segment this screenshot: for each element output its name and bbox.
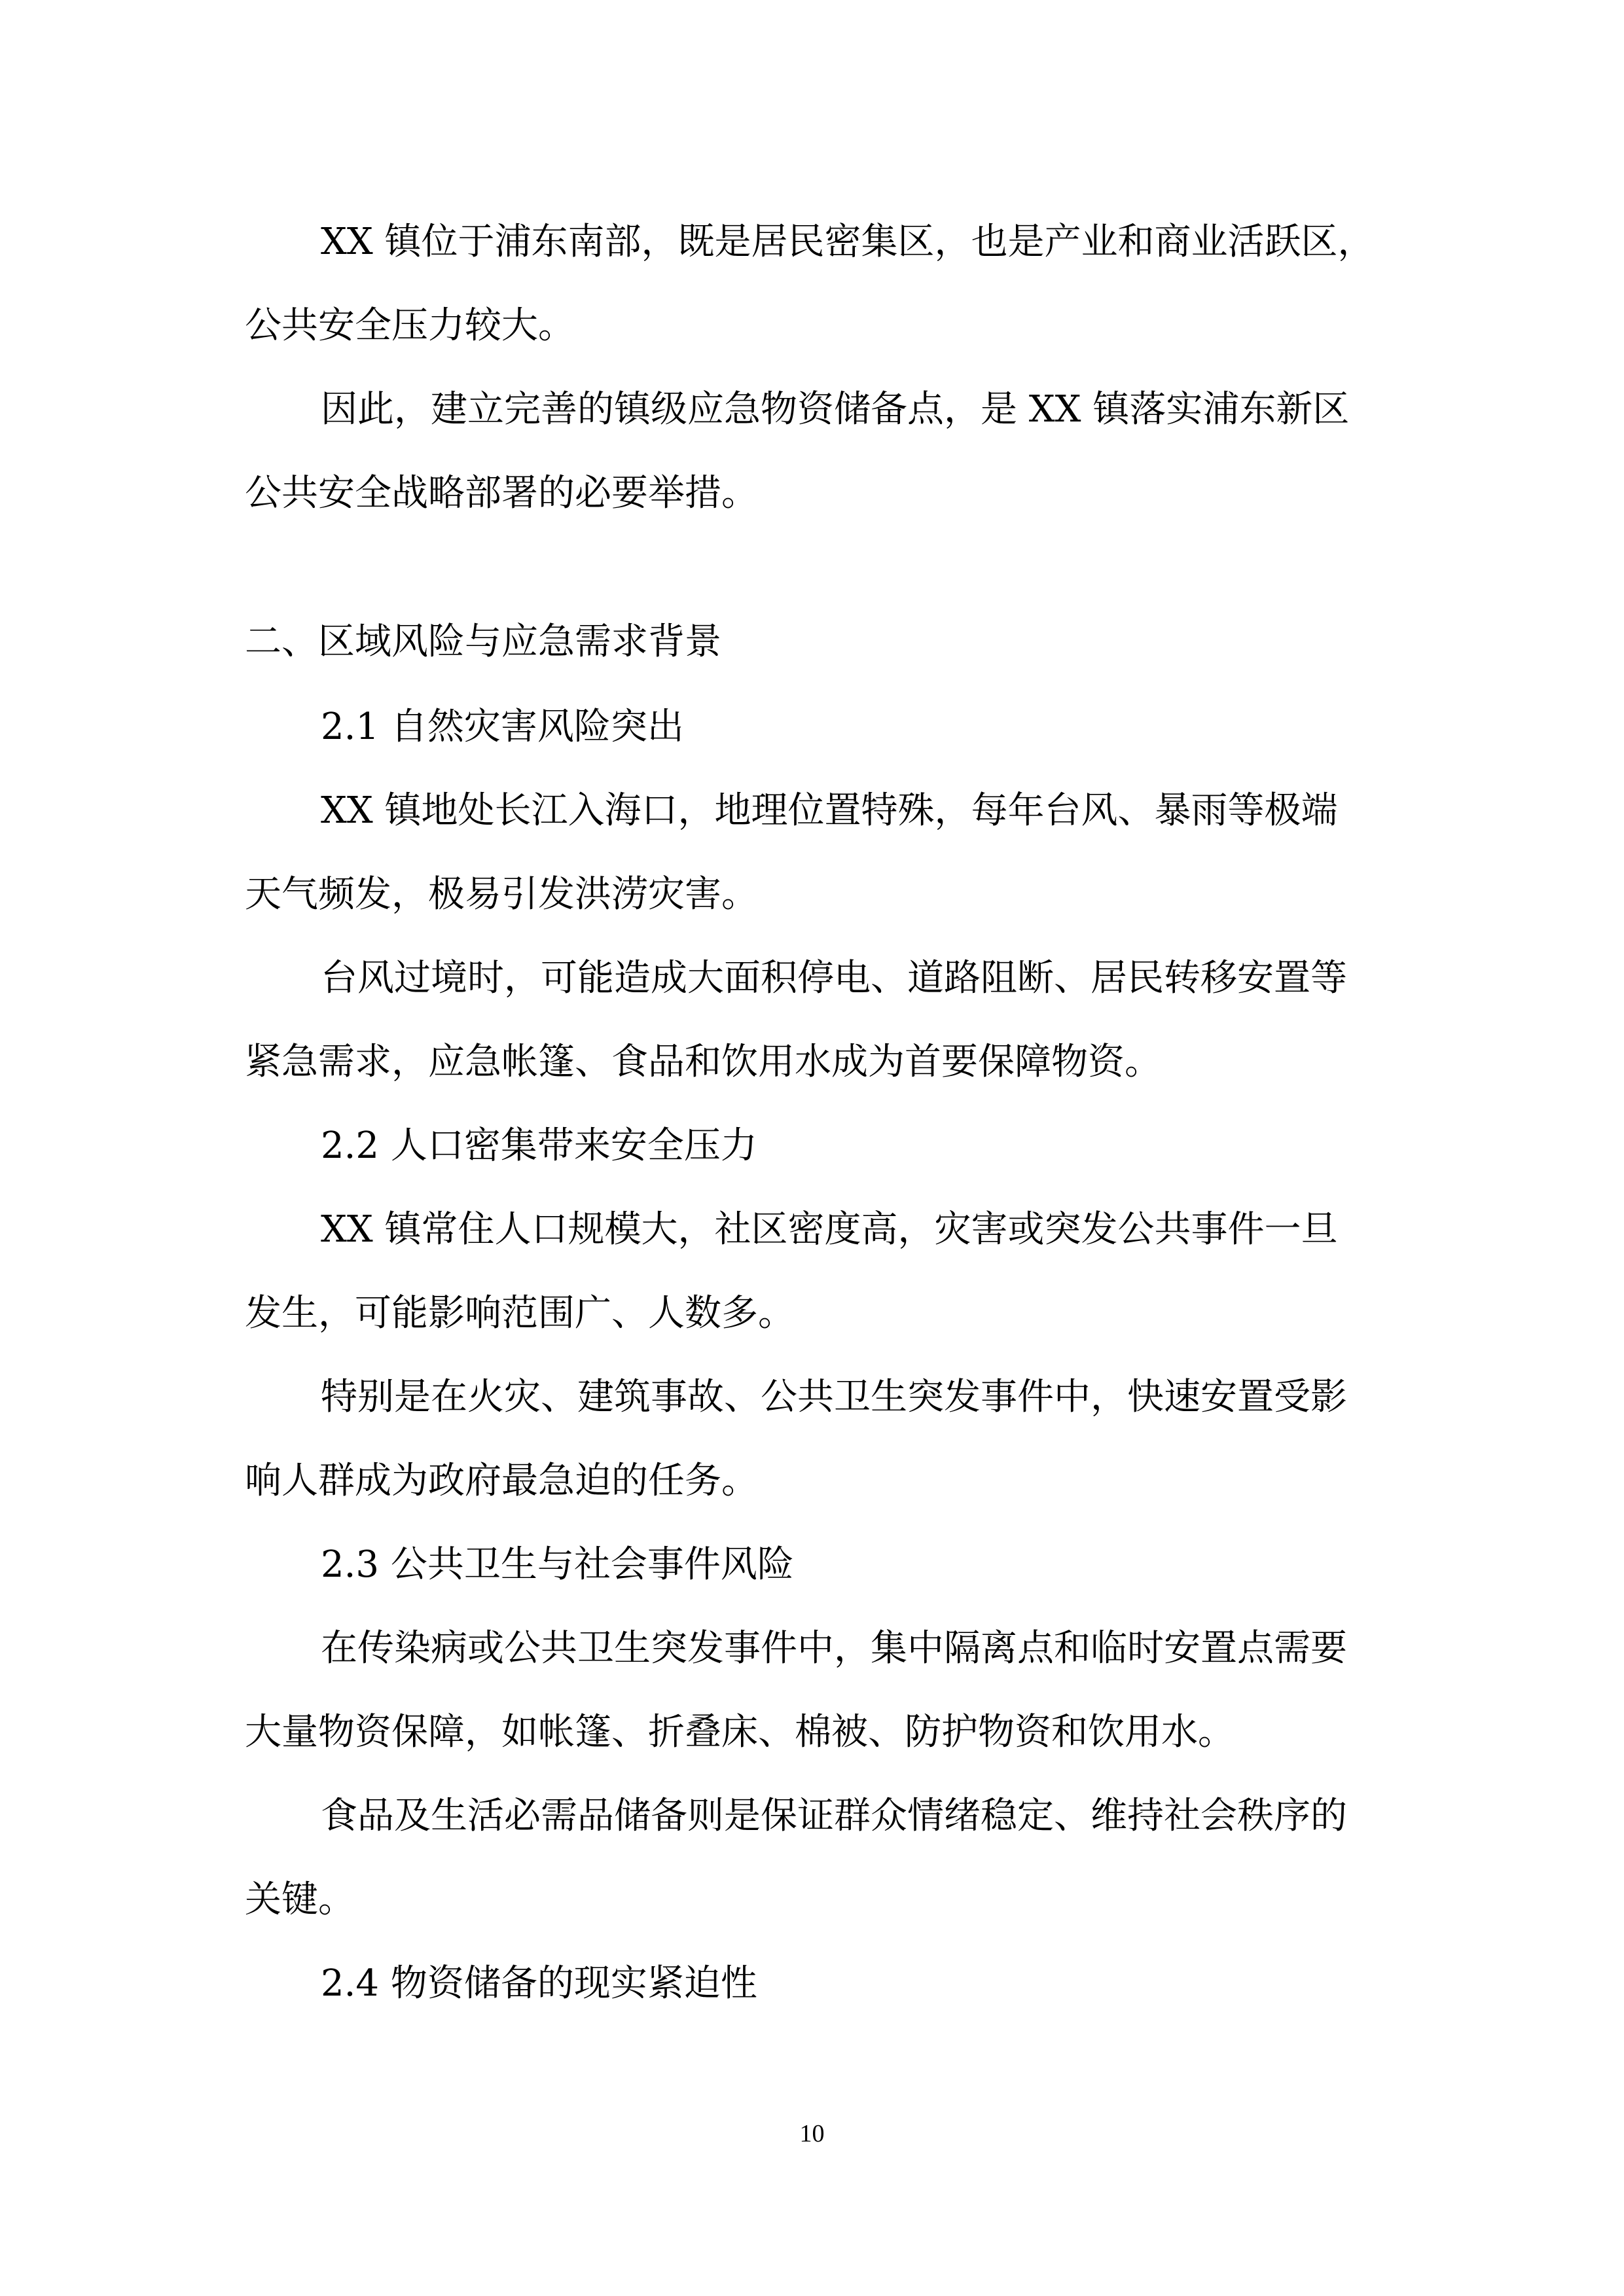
paragraph-8-line-2: 关键。 (245, 1878, 355, 1921)
paragraph-2-line-1: 因此，建立完善的镇级应急物资储备点，是 XX 镇落实浦东新区 (321, 388, 1350, 431)
paragraph-6-line-2: 响人群成为政府最急迫的任务。 (245, 1460, 758, 1502)
paragraph-1-line-2: 公共安全压力较大。 (245, 304, 575, 347)
section-heading-2: 二、区域风险与应急需求背景 (245, 620, 721, 663)
paragraph-4-line-2: 紧急需求，应急帐篷、食品和饮用水成为首要保障物资。 (245, 1041, 1161, 1083)
paragraph-6-line-1: 特别是在火灾、建筑事故、公共卫生突发事件中，快速安置受影 (321, 1376, 1347, 1418)
subsection-heading-2-4: 2.4 物资储备的现实紧迫性 (321, 1962, 757, 2005)
subsection-heading-2-1: 2.1 自然灾害风险突出 (321, 706, 684, 748)
paragraph-3-line-2: 天气频发，极易引发洪涝灾害。 (245, 873, 758, 916)
paragraph-5-line-1: XX 镇常住人口规模大，社区密度高，灾害或突发公共事件一旦 (321, 1208, 1338, 1251)
paragraph-4-line-1: 台风过境时，可能造成大面积停电、道路阻断、居民转移安置等 (321, 957, 1347, 999)
page-number: 10 (799, 2120, 825, 2147)
subsection-heading-2-2: 2.2 人口密集带来安全压力 (321, 1124, 757, 1167)
subsection-heading-2-3: 2.3 公共卫生与社会事件风险 (321, 1543, 794, 1586)
paragraph-7-line-2: 大量物资保障，如帐篷、折叠床、棉被、防护物资和饮用水。 (245, 1711, 1235, 1753)
paragraph-8-line-1: 食品及生活必需品储备则是保证群众情绪稳定、维持社会秩序的 (321, 1795, 1347, 1837)
paragraph-1-line-1: XX 镇位于浦东南部，既是居民密集区，也是产业和商业活跃区， (321, 221, 1375, 263)
paragraph-2-line-2: 公共安全战略部署的必要举措。 (245, 472, 758, 514)
paragraph-3-line-1: XX 镇地处长江入海口，地理位置特殊，每年台风、暴雨等极端 (321, 789, 1338, 832)
paragraph-7-line-1: 在传染病或公共卫生突发事件中，集中隔离点和临时安置点需要 (321, 1627, 1347, 1670)
paragraph-5-line-2: 发生，可能影响范围广、人数多。 (245, 1292, 795, 1335)
